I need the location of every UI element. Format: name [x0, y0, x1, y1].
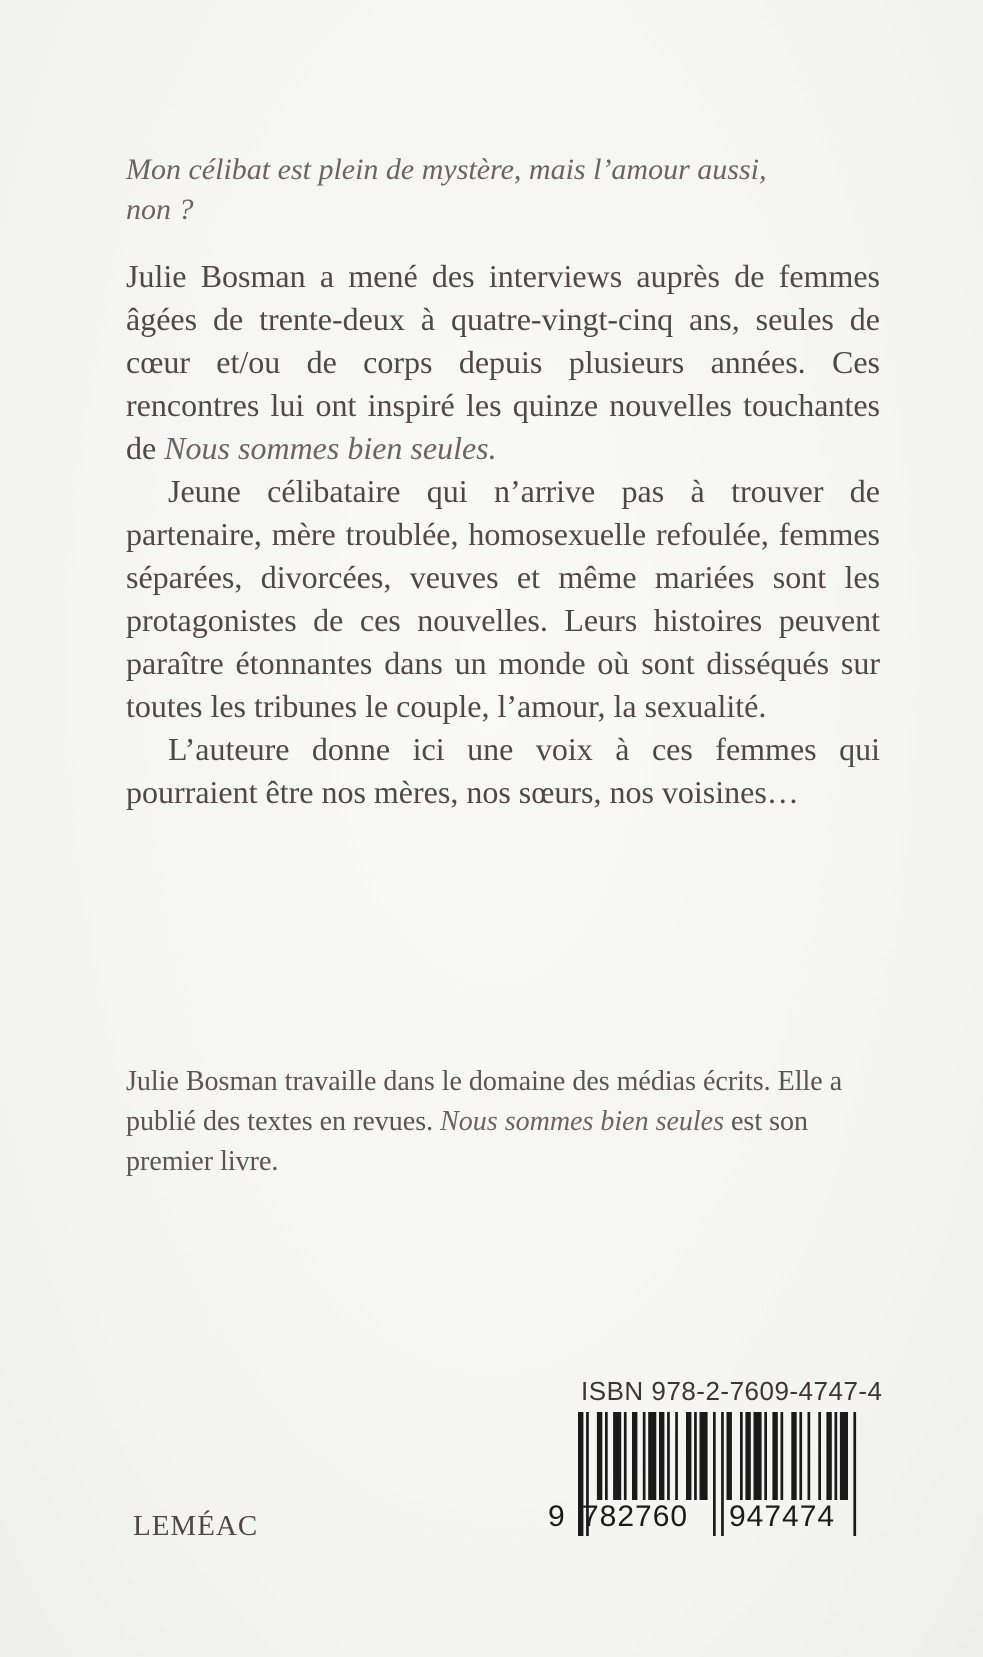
author-bio-start: Julie Bosman travaille dans le domaine des médias écrits. Elle a publié des textes en revues.: [126, 1066, 843, 1137]
tagline: [126, 150, 880, 230]
barcode-bar: [745, 1412, 750, 1500]
barcode-bar: [721, 1412, 724, 1536]
barcode-bar: [667, 1412, 670, 1500]
barcode-digit-group-2: 947474: [729, 1500, 836, 1533]
barcode-bar: [808, 1412, 811, 1500]
author-bio-end: est son premier livre.: [126, 1106, 808, 1177]
barcode-bar: [700, 1412, 708, 1500]
blurb: [126, 255, 880, 814]
barcode-bar: [648, 1412, 656, 1500]
barcode-bar: [659, 1412, 664, 1500]
barcode-digit-group-1: 782760: [582, 1500, 689, 1533]
barcode-bar: [686, 1412, 691, 1500]
barcode-bar: [694, 1412, 697, 1500]
author-bio-title: Nous sommes bien seules: [440, 1106, 724, 1137]
barcode-bar: [799, 1412, 802, 1500]
barcode-bar: [853, 1412, 856, 1536]
barcode-bar: [764, 1412, 767, 1500]
barcode-bar: [605, 1412, 608, 1500]
barcode-bar: [840, 1412, 848, 1500]
blurb-paragraph-1: [126, 255, 880, 470]
barcode-bar: [740, 1412, 743, 1500]
isbn-label: ISBN 978-2-7609-4747-4: [581, 1376, 883, 1406]
publisher-name: LEMÉAC: [133, 1510, 259, 1542]
tagline-line-2: non ?: [126, 193, 194, 226]
barcode-bar: [826, 1412, 831, 1500]
blurb-paragraph-1-text: Julie Bosman a mené des interviews auprès de femmes âgées de trente-deux à quatre-vingt-cinq ans, seules de cœur et/ou de corps depuis plusieurs années. Ces rencontres lui ont inspiré les quinze nouvelles touchantes de: [126, 258, 880, 466]
barcode-digit-first: 9: [548, 1500, 565, 1533]
barcode-bar: [754, 1412, 762, 1500]
barcode-bar: [781, 1412, 784, 1500]
barcode-bar: [772, 1412, 777, 1500]
barcode-bar: [597, 1412, 602, 1500]
tagline-line-1: Mon célibat est plein de mystère, mais l’amour aussi,: [126, 153, 767, 186]
barcode-bar: [713, 1412, 716, 1536]
barcode-bar: [835, 1412, 838, 1500]
barcode-bar: [643, 1412, 646, 1500]
barcode-bar: [675, 1412, 678, 1500]
blurb-paragraph-3: L’auteure donne ici une voix à ces femmes qui pourraient être nos mères, nos sœurs, nos voisines…: [126, 731, 880, 810]
book-title-italic: Nous sommes bien seules.: [164, 430, 497, 466]
blurb-paragraph-2: Jeune célibataire qui n’arrive pas à trouver de partenaire, mère troublée, homosexuelle refoulée, femmes séparées, divorcées, veuves et même mariées sont les protagonistes de ces nouvelles. Leurs histoires peuvent paraître étonnantes dans un monde où sont disséqués sur toutes les tribunes le couple, l’amour, la sexualité.: [126, 473, 880, 724]
barcode-bar: [632, 1412, 637, 1500]
author-bio: [126, 1062, 880, 1182]
barcode-bar: [727, 1412, 732, 1500]
barcode-bar: [613, 1412, 621, 1500]
barcode-bar: [818, 1412, 821, 1500]
barcode-bar: [624, 1412, 627, 1500]
barcode-bar: [791, 1412, 796, 1500]
